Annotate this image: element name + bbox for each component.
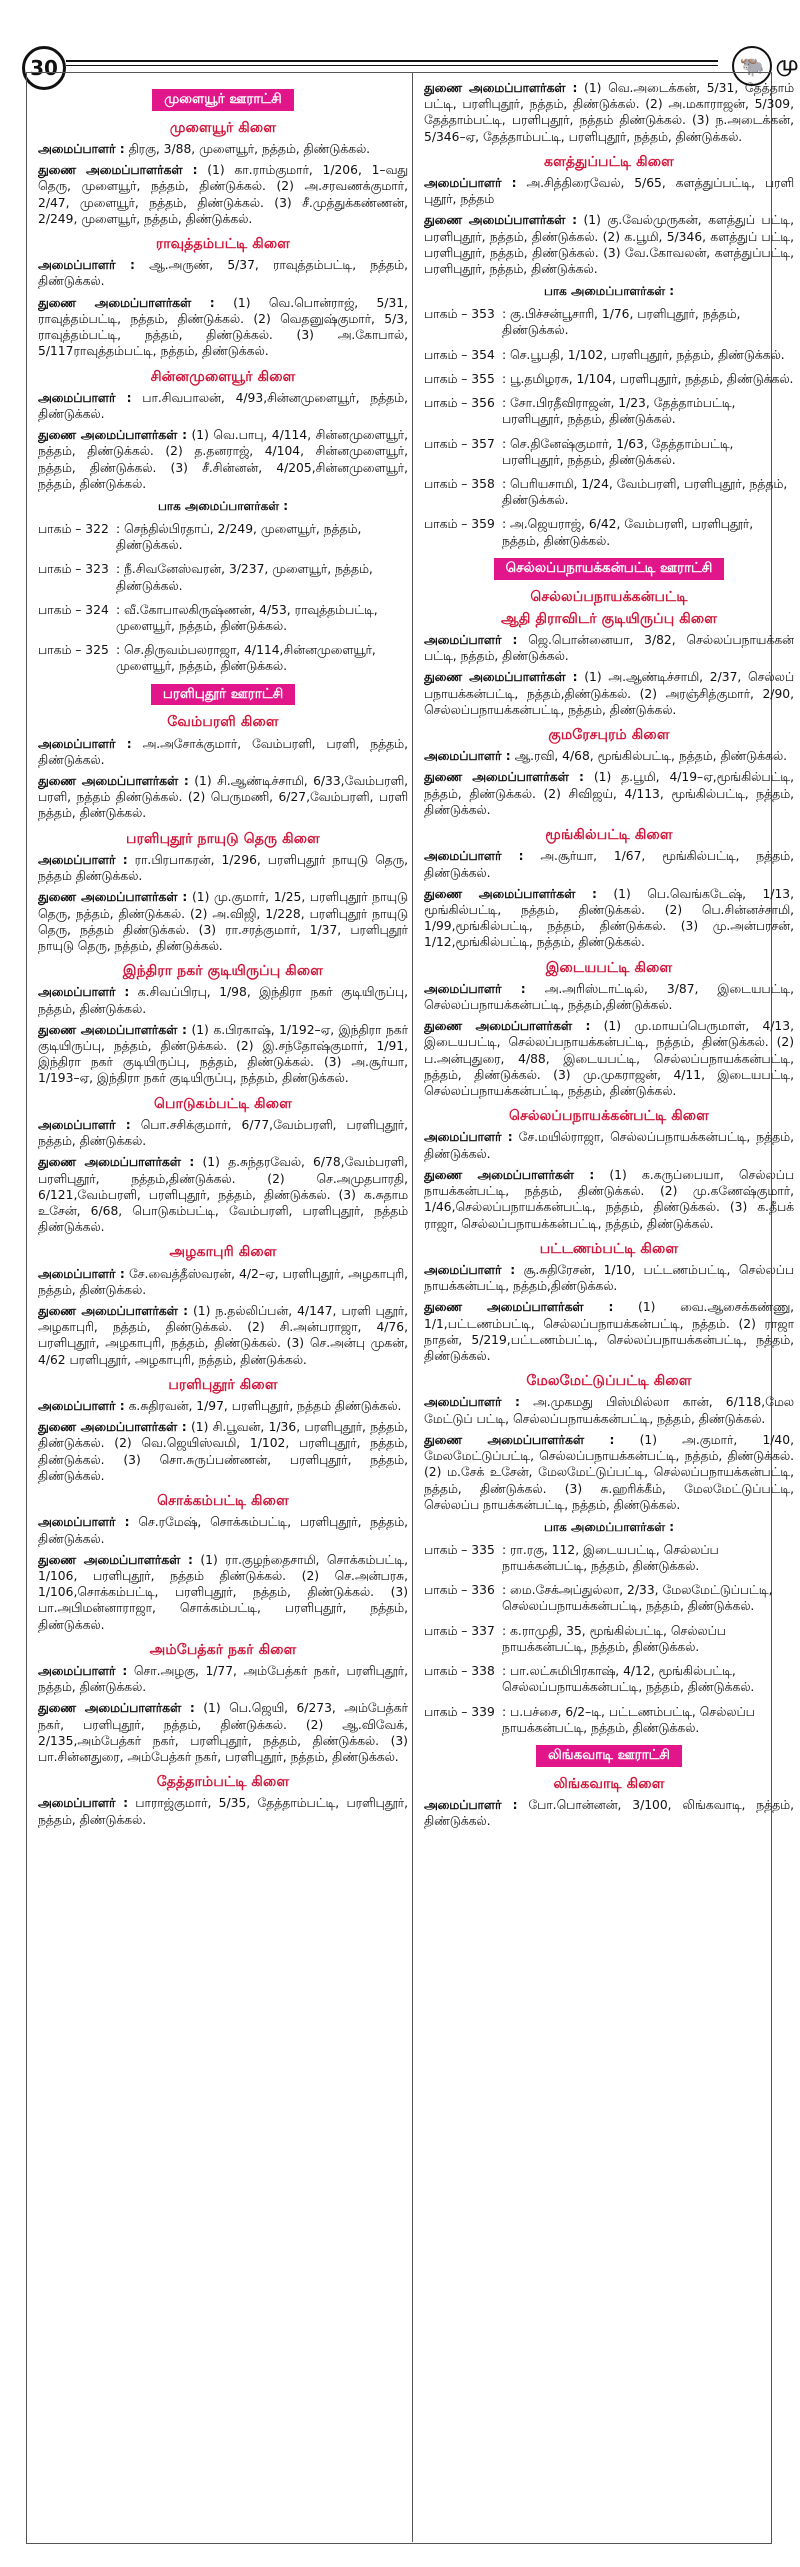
booth-number: பாகம் – 338: [424, 1664, 495, 1679]
section-subheading: பாக அமைப்பாளர்கள் :: [157, 499, 289, 514]
branch-heading: சொக்கம்பட்டி கிளை: [157, 1493, 289, 1510]
member-text: (1) த.பூமி, 4/19–ஏ,மூங்கில்பட்டி, நத்தம், திண்டுக்கல். (2) சிவிஜய், 4/113, மூங்கில்பட்டி, நத்தம், திண்டுக்கல்.: [424, 770, 794, 817]
role-label: துணை அமைப்பாளர்கள் :: [38, 295, 215, 310]
role-label: அமைப்பாளர் :: [38, 1664, 128, 1678]
member-text: போ.பொன்னன், 3/100, லிங்கவாடி, நத்தம், திண்டுக்கல்.: [424, 1797, 794, 1829]
booth-number: பாகம் – 323: [38, 562, 109, 577]
role-label: அமைப்பாளர் :: [424, 981, 526, 996]
member-entry: [424, 212, 794, 277]
member-text: (1) ந.தல்லிப்பன், 4/147, பரளி புதூர், அழகாபுரி, நத்தம், திண்டுக்கல். (2) சி.அன்பராஜா, 4/76, பரளிபுதூர், அழகாபுரி, நத்தம், திண்டுக்கல். (3) செ.அன்பு முகன், 4/62 பரளிபுதூர், அழகாபுரி, நத்தம், திண்டுக்கல்.: [38, 1303, 408, 1367]
role-label: அமைப்பாளர் :: [424, 749, 511, 764]
panchayat-banner: செல்லப்பநாயக்கன்பட்டி ஊராட்சி: [494, 558, 725, 580]
member-entry: [38, 427, 408, 492]
role-label: துணை அமைப்பாளர்கள் :: [424, 213, 577, 228]
branch-heading: அழகாபுரி கிளை: [169, 1244, 277, 1261]
right-column: [424, 80, 794, 2540]
party-logo-icon: 🐃: [732, 46, 772, 86]
role-label: துணை அமைப்பாளர்கள் :: [424, 1300, 614, 1315]
booth-entry: [424, 395, 794, 427]
member-entry: [38, 1795, 408, 1827]
booth-entry: [38, 642, 408, 674]
member-entry: [424, 1167, 794, 1232]
booth-entry: [424, 347, 794, 363]
booth-text: : செ.திருவம்பலராஜா, 4/114,சின்னமுளையூர், முளையூர், நத்தம், திண்டுக்கல்.: [116, 643, 376, 674]
member-entry: [38, 1700, 408, 1765]
member-entry: [38, 1117, 408, 1149]
branch-heading: மேலமேட்டுப்பட்டி கிளை: [526, 1373, 692, 1390]
booth-text: : பா.லட்சுமிபிரகாஷ், 4/12, மூங்கில்பட்டி, செல்லப்பநாயக்கன்பட்டி, நத்தம், திண்டுக்கல்.: [502, 1664, 755, 1695]
branch-heading: பரளிபுதூர் கிளை: [168, 1376, 278, 1393]
member-text: (1) மு.குமார், 1/25, பரளிபுதூர் நாயுடு தெரு, நத்தம், திண்டுக்கல். (2) அ.விஜி, 1/228, பரளிபுதூர் நாயுடு தெரு, நத்தம் திண்டுக்கல். (3) ரா.சரத்குமார், 1/37, பரளிபுதூர் நாயுடு தெரு, நத்தம், திண்டுக்கல்.: [38, 890, 408, 953]
booth-number: பாகம் – 325: [38, 643, 109, 658]
role-label: அமைப்பாளர் :: [424, 176, 517, 191]
member-text: திரகு, 3/88, முளையூர், நத்தம், திண்டுக்கல்.: [124, 141, 371, 156]
member-text: ரா.பிரபாகரன், 1/296, பரளிபுதூர் நாயுடு தெரு, நத்தம் திண்டுக்கல்.: [38, 852, 408, 884]
branch-heading: பரளிபுதூர் நாயுடு தெரு கிளை: [126, 830, 320, 847]
booth-number: பாகம் – 356: [424, 396, 495, 411]
page-header: [0, 0, 800, 80]
branch-heading: லிங்கவாடி கிளை: [553, 1775, 665, 1792]
booth-entry: [424, 306, 794, 338]
member-entry: [38, 257, 408, 289]
branch-heading: பொடுகம்பட்டி கிளை: [153, 1095, 293, 1112]
member-entry: [38, 1266, 408, 1298]
member-entry: [38, 295, 408, 360]
role-label: துணை அமைப்பாளர்கள் :: [424, 1432, 615, 1447]
role-label: துணை அமைப்பாளர்கள் :: [38, 163, 198, 178]
booth-number: பாகம் – 335: [424, 1542, 495, 1557]
role-label: துணை அமைப்பாளர்கள் :: [38, 1420, 187, 1435]
member-text: (1) அ.ஆண்டிச்சாமி, 2/37, செல்லப் பநாயக்கன்பட்டி, நத்தம்,திண்டுக்கல். (2) அரஞ்சித்குமார், 2/90, செல்லப்பநாயக்கன்பட்டி, நத்தம், திண்டுக்கல்.: [424, 670, 794, 717]
booth-entry: [424, 1663, 794, 1695]
member-entry: [38, 1154, 408, 1235]
booth-entry: [424, 1582, 794, 1614]
booth-entry: [38, 602, 408, 634]
member-text: அ.சித்திரைவேல், 5/65, களத்துப்பட்டி, பரளி புதூர், நத்தம்: [424, 176, 794, 207]
member-text: (1) சி.ஆண்டிச்சாமி, 6/33,வேம்பரளி, பரளி, நத்தம் திண்டுக்கல். (2) பெருமணி, 6/27,வேம்பரளி, பரளி நத்தம், திண்டுக்கல்.: [38, 774, 408, 821]
member-entry: [424, 981, 794, 1013]
booth-entry: [38, 561, 408, 593]
role-label: அமைப்பாளர் :: [38, 1796, 129, 1811]
member-entry: [38, 773, 408, 822]
member-text: சூ.சுதிரேசன், 1/10, பட்டணம்பட்டி, செல்லப்ப நாயக்கன்பட்டி, நத்தம்,திண்டுக்கல்.: [424, 1262, 794, 1294]
booth-entry: [424, 436, 794, 468]
member-text: (1) பெ.வெங்கடேஷ், 1/13, மூங்கில்பட்டி, நத்தம், திண்டுக்கல். (2) பெ.சின்னச்சாமி, 1/99,மூங்கில்பட்டி, நத்தம், திண்டுக்கல். (3) மு.அன்பரசன், 1/12,மூங்கில்பட்டி, நத்தம், திண்டுக்கல்.: [424, 886, 794, 950]
booth-entry: [424, 371, 794, 387]
member-text: (1) க.கருப்பையா, செல்லப்ப நாயக்கன்பட்டி, நத்தம், திண்டுக்கல். (2) மு.கணேஷ்குமார், 1/46,செல்லப்பநாயக்கன்பட்டி, நத்தம், திண்டுக்கல். (3) க.தீபக் ராஜா, செல்லப்பநாயக்கன்பட்டி, நத்தம், திண்டுக்கல்.: [424, 1167, 794, 1231]
member-entry: [424, 886, 794, 951]
member-entry: [38, 1419, 408, 1484]
member-text: (1) ரா.குழந்தைசாமி, சொக்கம்பட்டி, 1/106, பரளிபுதூர், நத்தம் திண்டுக்கல். (2) செ.அன்பரசு, 1/106,சொக்கம்பட்டி, பரளிபுதூர், நத்தம், திண்டுக்கல். (3) பா.அபிமன்னாராஜா, சொக்கம்பட்டி, பரளிபுதூர், நத்தம், திண்டுக்கல்.: [38, 1552, 408, 1632]
booth-entry: [424, 1623, 794, 1655]
member-text: (1) பெ.ஜெயி, 6/273, அம்பேத்கர் நகர், பரளிபுதூர், நத்தம், திண்டுக்கல். (2) ஆ.விவேக், 2/135,அம்பேத்கர் நகர், பரளிபுதூர், நத்தம், திண்டுக்கல். (3) பா.சின்னதுரை, அம்பேத்கர் நகர், பரளிபுதூர், நத்தம், திண்டுக்கல்.: [38, 1701, 408, 1765]
section-subheading: பாக அமைப்பாளர்கள் :: [543, 1519, 675, 1534]
role-label: துணை அமைப்பாளர்கள் :: [424, 670, 578, 685]
member-entry: [424, 1129, 794, 1161]
panchayat-banner: முளையூர் ஊராட்சி: [152, 89, 293, 111]
header-rule: [66, 60, 718, 66]
member-entry: [38, 1552, 408, 1633]
member-text: ஜெ.பொன்னையா, 3/82, செல்லப்பநாயக்கன் பட்டி, நத்தம், திண்டுக்கல்.: [424, 632, 794, 664]
role-label: துணை அமைப்பாளர்கள் :: [38, 1552, 193, 1567]
booth-text: : நீ.சிவனேஸ்வரன், 3/237, முளையூர், நத்தம், திண்டுக்கல்.: [116, 562, 373, 593]
booth-text: : பெரியசாமி, 1/24, வேம்பரளி, பரளிபுதூர், நத்தம், திண்டுக்கல்.: [502, 476, 788, 508]
booth-entry: [424, 1704, 794, 1736]
member-text: அ.முகமது பிஸ்மில்லா கான், 6/118,மேல மேட்டுப் பட்டி, செல்லப்பநாயக்கன்பட்டி, நத்தம், திண்டுக்கல்.: [424, 1395, 794, 1426]
branch-heading: வேம்பரளி கிளை: [167, 714, 279, 731]
member-entry: [38, 141, 408, 157]
role-label: அமைப்பாளர் :: [424, 1395, 520, 1410]
booth-text: : செந்தில்பிரதாப், 2/249, முளையூர், நத்தம், திண்டுக்கல்.: [116, 521, 362, 553]
member-entry: [38, 162, 408, 227]
member-entry: [38, 1514, 408, 1546]
member-text: சே.வைத்தீஸ்வரன், 4/2–ஏ, பரளிபுதூர், அழகாபுரி, நத்தம், திண்டுக்கல்.: [38, 1266, 408, 1297]
branch-heading: தேத்தாம்பட்டி கிளை: [156, 1774, 290, 1791]
member-text: (1) வை.ஆசைக்கண்ணு, 1/1,பட்டணம்பட்டி, செல்லப்பநாயக்கன்பட்டி, நத்தம். (2) ராஜா நாதன், 5/219,பட்டணம்பட்டி, செல்லப்பநாயக்கன்பட்டி, நத்தம், திண்டுக்கல்.: [424, 1300, 794, 1364]
branch-heading: முளையூர் கிளை: [169, 119, 277, 136]
role-label: அமைப்பாளர் :: [424, 1797, 518, 1812]
role-label: அமைப்பாளர் :: [38, 1515, 130, 1530]
branch-heading: சின்னமுளையூர் கிளை: [150, 368, 296, 385]
member-text: ஆ.ரவி, 4/68, மூங்கில்பட்டி, நத்தம், திண்டுக்கல்.: [510, 749, 787, 764]
member-entry: [424, 632, 794, 664]
member-entry: [38, 1663, 408, 1695]
booth-number: பாகம் – 357: [424, 436, 495, 451]
member-text: (1) கா.ராம்குமார், 1/206, 1–வது தெரு, முளையூர், நத்தம், திண்டுக்கல். (2) அ.சரவணக்குமார், 2/47, முளையூர், நத்தம், திண்டுக்கல். (3) சீ.முத்துக்கண்ணன், 2/249, முளையூர், நத்தம், திண்டுக்கல்.: [38, 163, 408, 226]
booth-entry: [424, 476, 794, 508]
role-label: அமைப்பாளர் :: [38, 390, 132, 405]
role-label: அமைப்பாளர் :: [38, 985, 130, 1000]
booth-text: : கு.பிச்சன்பூசாரி, 1/76, பரளிபுதூர், நத்தம், திண்டுக்கல்.: [502, 307, 741, 338]
role-label: அமைப்பாளர் :: [38, 736, 132, 751]
booth-text: : மை.சேக்அப்துல்லா, 2/33, மேலமேட்டுப்பட்டி, செல்லப்பநாயக்கன்பட்டி, நத்தம், திண்டுக்கல்.: [502, 1583, 773, 1614]
role-label: துணை அமைப்பாளர்கள் :: [38, 1022, 187, 1037]
member-entry: [424, 80, 794, 145]
member-text: பாராஜ்குமார், 5/35, தேத்தாம்பட்டி, பரளிபுதூர், நத்தம், திண்டுக்கல்.: [38, 1796, 408, 1827]
member-entry: [424, 1432, 794, 1513]
member-text: (1) சி.பூவன், 1/36, பரளிபுதூர், நத்தம், திண்டுக்கல். (2) வெ.ஜெயிஸ்வமி, 1/102, பரளிபுதூர், நத்தம், திண்டுக்கல். (3) சொ.சுருப்பண்ணன், பரளிபுதூர், நத்தம், திண்டுக்கல்.: [38, 1420, 408, 1483]
role-label: அமைப்பாளர் :: [38, 852, 128, 867]
booth-text: : சோ.பிரதீவிராஜன், 1/23, தேத்தாம்பட்டி, பரளிபுதூர், நத்தம், திண்டுக்கல்.: [502, 396, 736, 427]
member-text: அ.சூர்யா, 1/67, மூங்கில்பட்டி, நத்தம், திண்டுக்கல்.: [424, 849, 794, 880]
booth-number: பாகம் – 322: [38, 521, 109, 536]
role-label: துணை அமைப்பாளர்கள் :: [38, 428, 187, 443]
member-entry: [38, 1303, 408, 1368]
column-divider: [412, 72, 413, 2542]
role-label: துணை அமைப்பாளர்கள் :: [38, 890, 188, 905]
branch-heading: மூங்கில்பட்டி கிளை: [545, 827, 673, 844]
booth-text: : செ.பூபதி, 1/102, பரளிபுதூர், நத்தம், திண்டுக்கல்.: [502, 347, 785, 362]
booth-number: பாகம் – 324: [38, 602, 109, 617]
member-entry: [38, 984, 408, 1016]
page-number: 30: [22, 46, 66, 90]
booth-text: : செ.தினேஷ்குமார், 1/63, தேத்தாம்பட்டி, பரளிபுதூர், நத்தம், திண்டுக்கல்.: [502, 436, 734, 467]
member-text: (1) மு.மாயப்பெருமாள், 4/13, இடையபட்டி, செல்லப்பநாயக்கன்பட்டி, நத்தம், திண்டுக்கல். (2) ப.அன்புதுரை, 4/88, இடையபட்டி, செல்லப்பநாயக்கன்பட்டி, நத்தம், திண்டுக்கல். (3) மு.முகராஜன், 4/11, இடையபட்டி, செல்லப்பநாயக்கன்பட்டி, நத்தம், திண்டுக்கல்.: [424, 1019, 794, 1099]
branch-heading: ராவுத்தம்பட்டி கிளை: [155, 236, 291, 253]
member-text: (1) வெ.பாபு, 4/114, சின்னமுளையூர், நத்தம், திண்டுக்கல். (2) த.தனராஜ், 4/104, சின்னமுளையூர், நத்தம், திண்டுக்கல். (3) சீ.சின்னன், 4/205,சின்னமுளையூர், நத்தம், திண்டுக்கல்.: [38, 428, 408, 491]
booth-entry: [424, 516, 794, 548]
member-entry: [424, 1797, 794, 1829]
booth-text: : க.ராமுதி, 35, மூங்கில்பட்டி, செல்லப்ப நாயக்கன்பட்டி, நத்தம், திண்டுக்கல்.: [502, 1623, 726, 1654]
booth-text: : வீ.கோபாலகிருஷ்ணன், 4/53, ராவுத்தம்பட்டி, முளையூர், நத்தம், திண்டுக்கல்.: [116, 602, 378, 633]
booth-text: : பூ.தமிழரசு, 1/104, பரளிபுதூர், நத்தம், திண்டுக்கல்.: [502, 371, 794, 386]
role-label: துணை அமைப்பாளர்கள் :: [38, 774, 189, 789]
role-label: துணை அமைப்பாளர்கள் :: [424, 770, 584, 785]
booth-number: பாகம் – 353: [424, 307, 495, 322]
booth-text: : ரா.ரகு, 112, இடையபட்டி, செல்லப்ப நாயக்கன்பட்டி, நத்தம், திண்டுக்கல்.: [502, 1542, 719, 1574]
member-text: சொ.அழகு, 1/77, அம்பேத்கர் நகர், பரளிபுதூர், நத்தம், திண்டுக்கல்.: [38, 1664, 408, 1695]
role-label: துணை அமைப்பாளர்கள் :: [38, 1303, 189, 1318]
booth-number: பாகம் – 358: [424, 476, 495, 491]
role-label: அமைப்பாளர் :: [424, 1262, 516, 1277]
section-subheading: பாக அமைப்பாளர்கள் :: [543, 284, 675, 299]
booth-number: பாகம் – 339: [424, 1704, 495, 1719]
member-entry: [424, 748, 794, 764]
role-label: துணை அமைப்பாளர்கள் :: [424, 1167, 595, 1182]
member-entry: [424, 669, 794, 718]
member-entry: [38, 852, 408, 884]
role-label: அமைப்பாளர் :: [424, 632, 518, 647]
role-label: துணை அமைப்பாளர்கள் :: [38, 1701, 195, 1716]
booth-number: பாகம் – 336: [424, 1583, 495, 1598]
role-label: அமைப்பாளர் :: [424, 1130, 513, 1145]
branch-heading: களத்துப்பட்டி கிளை: [544, 153, 674, 170]
branch-heading: ஆதி திராவிடர் குடியிருப்பு கிளை: [500, 610, 718, 627]
member-entry: [38, 1022, 408, 1087]
member-text: (1) அ.குமார், 1/40, மேலமேட்டுப்பட்டி, செல்லப்பநாயக்கன்பட்டி, நத்தம், திண்டுக்கல். (2) ம.சேக் உசேன், மேலமேட்டுப்பட்டி, செல்லப்பநாயக்கன்பட்டி, நத்தம், திண்டுக்கல். (3) சு.ஹரிக்கீம், மேலமேட்டுப்பட்டி, செல்லப்ப நாயக்கன்பட்டி, நத்தம், திண்டுக்கல்.: [424, 1432, 794, 1512]
member-entry: [38, 1398, 408, 1414]
branch-heading: பட்டணம்பட்டி கிளை: [539, 1240, 679, 1257]
booth-entry: [424, 1542, 794, 1574]
role-label: அமைப்பாளர் :: [38, 1117, 131, 1132]
member-text: (1) வெ.பொன்ராஜ், 5/31, ராவுத்தம்பட்டி, நத்தம், திண்டுக்கல். (2) வெதனுஷ்குமார், 5/3, ராவுத்தம்பட்டி, நத்தம், திண்டுக்கல். (3) அ.கோபால், 5/117ராவுத்தம்பட்டி, நத்தம், திண்டுக்கல்.: [38, 295, 408, 359]
member-text: க.சுதிரவன், 1/97, பரளிபுதூர், நத்தம் திண்டுக்கல்.: [124, 1399, 402, 1414]
member-text: (1) வெ.அடைக்கன், 5/31, தேத்தாம் பட்டி, பரளிபுதூர், நத்தம், திண்டுக்கல். (2) அ.மகாராஜன், 5/309, தேத்தாம்பட்டி, பரளிபுதூர், நத்தம் திண்டுக்கல். (3) ந.அடைக்கன், 5/346–ஏ, தேத்தாம்பட்டி, பரளிபுதூர், நத்தம், திண்டுக்கல்.: [424, 81, 794, 144]
member-text: (1) த.சுந்தரவேல், 6/78,வேம்பரளி, பரளிபுதூர், நத்தம்,திண்டுக்கல். (2) செ.அமுதபாரதி, 6/121,வேம்பரளி, பரளிபுதூர், நத்தம், திண்டுக்கல். (3) க.சுதாம உசேன், 6/68, பொடுகம்பட்டி, வேம்பரளி, பரளிபுதூர், நத்தம் திண்டுக்கல்.: [38, 1155, 408, 1235]
member-text: அ.அசோக்குமார், வேம்பரளி, பரளி, நத்தம், திண்டுக்கல்.: [38, 736, 408, 767]
member-entry: [424, 175, 794, 207]
member-text: பா.சிவபாலன், 4/93,சின்னமுளையூர், நத்தம், திண்டுக்கல்.: [38, 390, 408, 421]
role-label: அமைப்பாளர் :: [38, 1266, 125, 1281]
branch-heading: செல்லப்பநாயக்கன்பட்டி: [530, 588, 688, 605]
booth-number: பாகம் – 354: [424, 347, 495, 362]
member-entry: [38, 736, 408, 768]
member-entry: [424, 1018, 794, 1099]
branch-heading: செல்லப்பநாயக்கன்பட்டி கிளை: [508, 1108, 710, 1125]
role-label: அமைப்பாளர் :: [38, 141, 125, 156]
branch-heading: இடையபட்டி கிளை: [545, 959, 673, 976]
member-text: செ.ரமேஷ், சொக்கம்பட்டி, பரளிபுதூர், நத்தம், திண்டுக்கல்.: [38, 1515, 408, 1546]
member-text: ஆ.அருண், 5/37, ராவுத்தம்பட்டி, நத்தம், திண்டுக்கல்.: [38, 258, 408, 289]
role-label: துணை அமைப்பாளர்கள் :: [424, 886, 597, 901]
member-entry: [424, 848, 794, 880]
booth-number: பாகம் – 355: [424, 371, 495, 386]
branch-heading: குமரேசபுரம் கிளை: [548, 727, 670, 744]
member-text: (1) க.பிரகாஷ், 1/192–ஏ, இந்திரா நகர் குடியிருப்பு, நத்தம், திண்டுக்கல். (2) இ.சந்தோஷ்குமார், 1/91, இந்திரா நகர் குடியிருப்பு, நத்தம், திண்டுக்கல். (3) அ.சூர்யா, 1/193–ஏ, இந்திரா நகர் குடியிருப்பு, நத்தம், திண்டுக்கல்.: [38, 1022, 408, 1086]
left-column: [38, 80, 408, 2540]
branch-heading: இந்திரா நகர் குடியிருப்பு கிளை: [122, 963, 324, 980]
member-text: க.சிவப்பிரபு, 1/98, இந்திரா நகர் குடியிருப்பு, நத்தம், திண்டுக்கல்.: [38, 985, 408, 1016]
member-entry: [424, 769, 794, 818]
member-text: அ.அரிஸ்டாட்டில், 3/87, இடையபட்டி, செல்லப்பநாயக்கன்பட்டி, நத்தம்,திண்டுக்கல்.: [424, 981, 794, 1012]
panchayat-banner: பரளிபுதூர் ஊராட்சி: [151, 684, 295, 706]
branch-heading: அம்பேத்கர் நகர் கிளை: [149, 1641, 297, 1658]
role-label: அமைப்பாளர் :: [424, 849, 524, 864]
booth-number: பாகம் – 359: [424, 517, 495, 532]
member-entry: [424, 1262, 794, 1294]
member-text: பொ.சசிக்குமார், 6/77,வேம்பரளி, பரளிபுதூர், நத்தம், திண்டுக்கல்.: [38, 1117, 408, 1149]
booth-number: பாகம் – 337: [424, 1623, 495, 1638]
booth-text: : ப.பச்சை, 6/2–டி, பட்டணம்பட்டி, செல்லப்ப நாயக்கன்பட்டி, நத்தம், திண்டுக்கல்.: [502, 1704, 755, 1735]
masthead-text: மு: [776, 51, 799, 75]
role-label: அமைப்பாளர் :: [38, 1399, 125, 1414]
role-label: துணை அமைப்பாளர்கள் :: [38, 1155, 195, 1170]
booth-entry: [38, 521, 408, 553]
member-entry: [38, 390, 408, 422]
member-entry: [424, 1299, 794, 1364]
booth-text: : அ.ஜெயராஜ், 6/42, வேம்பரளி, பரளிபுதூர், நத்தம், திண்டுக்கல்.: [502, 517, 754, 548]
role-label: துணை அமைப்பாளர்கள் :: [424, 81, 578, 95]
member-text: சே.மயில்ராஜா, செல்லப்பநாயக்கன்பட்டி, நத்தம், திண்டுக்கல்.: [424, 1130, 794, 1161]
member-text: (1) கு.வேல்முருகன், களத்துப் பட்டி, பரளிபுதூர், நத்தம், திண்டுக்கல். (2) க.பூமி, 5/346, களத்துப் பட்டி, பரளிபுதூர், நத்தம், திண்டுக்கல். (3) வே.கோவலன், களத்துப்பட்டி, பரளிபுதூர், நத்தம், திண்டுக்கல்.: [424, 213, 794, 277]
member-entry: [38, 889, 408, 954]
member-entry: [424, 1394, 794, 1426]
panchayat-banner: லிங்கவாடி ஊராட்சி: [536, 1745, 682, 1767]
role-label: அமைப்பாளர் :: [38, 258, 135, 273]
role-label: துணை அமைப்பாளர்கள் :: [424, 1019, 591, 1034]
